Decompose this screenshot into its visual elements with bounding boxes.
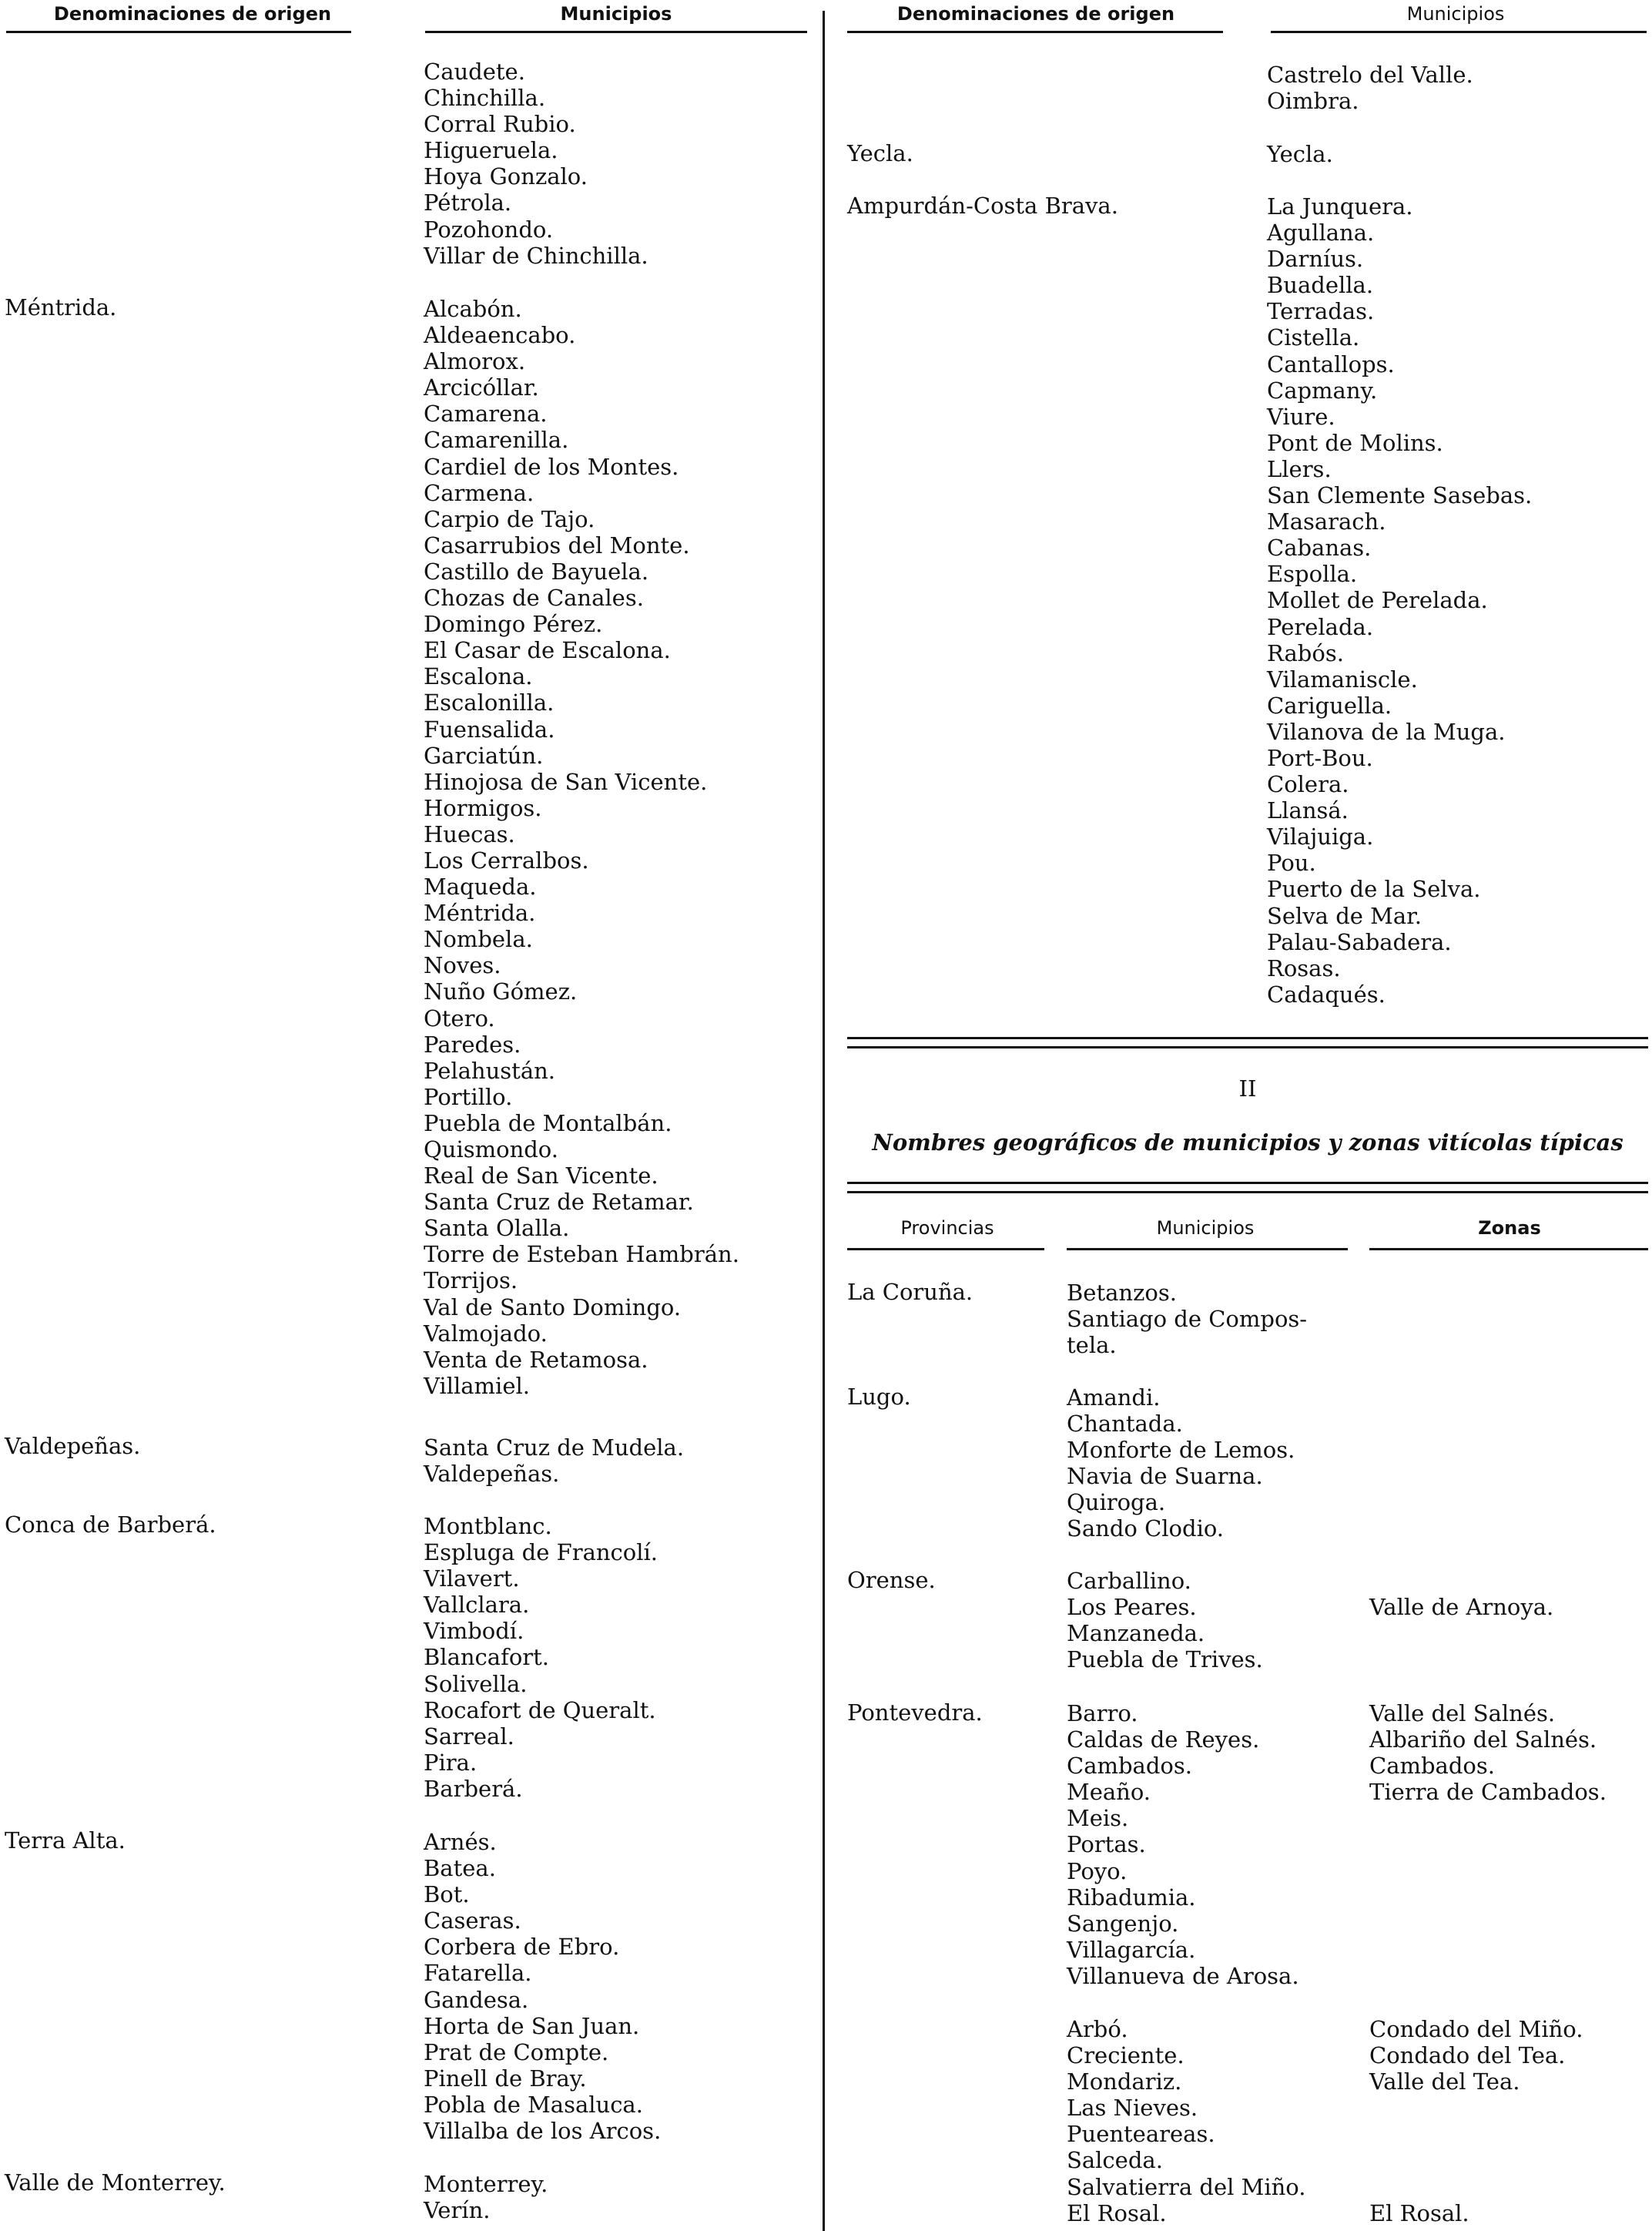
list-item: Selva de Mar. bbox=[1267, 902, 1422, 929]
list-item: Tierra de Cambados. bbox=[1369, 1779, 1607, 1806]
list-item: Vilamaniscle. bbox=[1267, 666, 1418, 693]
list-item: Ribadumia. bbox=[1067, 1884, 1196, 1911]
list-item: Venta de Retamosa. bbox=[424, 1346, 648, 1373]
list-item: Torre de Esteban Hambrán. bbox=[424, 1241, 739, 1268]
list-item: Palau-Sabadera. bbox=[1267, 928, 1452, 955]
list-item: Santa Cruz de Retamar. bbox=[424, 1189, 694, 1216]
list-item: Sando Clodio. bbox=[1067, 1515, 1225, 1542]
list-item: Pont de Molins. bbox=[1267, 429, 1443, 456]
list-item: Batea. bbox=[424, 1855, 496, 1882]
list-item: Las Nieves. bbox=[1067, 2095, 1198, 2122]
right-denominacion-yecla: Yecla. bbox=[847, 140, 913, 166]
list-item: Cadaqués. bbox=[1267, 981, 1386, 1008]
list-item: Creciente. bbox=[1067, 2042, 1185, 2069]
list-item: Perelada. bbox=[1267, 613, 1374, 640]
list-item: Mondariz. bbox=[1067, 2068, 1182, 2095]
list-item: Puenteareas. bbox=[1067, 2121, 1215, 2148]
list-item: Arbó. bbox=[1067, 2016, 1128, 2042]
list-item: Cariguella. bbox=[1267, 692, 1392, 719]
list-item bbox=[1369, 2121, 1583, 2147]
left-denominacion-conca: Conca de Barberá. bbox=[5, 1511, 216, 1538]
s2-zonas-g2 bbox=[1369, 1568, 1553, 1620]
left-municipios-g0 bbox=[424, 59, 648, 269]
list-item: Barro. bbox=[1067, 1700, 1138, 1726]
left-municipios-g5 bbox=[424, 2171, 548, 2223]
list-item: Agullana. bbox=[1267, 220, 1375, 247]
list-item: Quiroga. bbox=[1067, 1489, 1166, 1516]
list-item: Méntrida. bbox=[424, 900, 536, 927]
s2-municipios-g0 bbox=[1067, 1280, 1307, 1358]
list-item: Colera. bbox=[1267, 771, 1349, 798]
list-item: Castrelo del Valle. bbox=[1267, 62, 1473, 88]
left-header-denominaciones: Denominaciones de origen bbox=[53, 3, 332, 25]
list-item: Monforte de Lemos. bbox=[1067, 1437, 1295, 1464]
list-item: Alcabón. bbox=[424, 296, 522, 322]
list-item: Carmena. bbox=[424, 479, 534, 506]
list-item: Salvatierra del Miño. bbox=[1067, 2173, 1306, 2200]
list-item: Santa Cruz de Mudela. bbox=[424, 1434, 685, 1461]
list-item: Quismondo. bbox=[424, 1136, 558, 1162]
list-item: Chantada. bbox=[1067, 1411, 1183, 1438]
list-item: Manzaneda. bbox=[1067, 1620, 1205, 1647]
column-divider bbox=[823, 11, 825, 2231]
list-item: Torrijos. bbox=[424, 1267, 518, 1294]
list-item: Blancafort. bbox=[424, 1644, 550, 1671]
list-item: Cantallops. bbox=[1267, 351, 1395, 377]
list-item: Real de San Vicente. bbox=[424, 1162, 658, 1189]
list-item: Carballino. bbox=[1067, 1568, 1191, 1594]
list-item: Betanzos. bbox=[1067, 1280, 1177, 1306]
list-item: Condado del Miño. bbox=[1369, 2016, 1583, 2042]
list-item: tela. bbox=[1067, 1332, 1117, 1359]
list-item: Valle del Salnés. bbox=[1369, 1700, 1556, 1726]
s2-zonas-g3 bbox=[1369, 1700, 1607, 1805]
list-item: Domingo Pérez. bbox=[424, 611, 603, 638]
list-item: Corbera de Ebro. bbox=[424, 1934, 620, 1961]
list-item: Masarach. bbox=[1267, 508, 1386, 535]
list-item: Casarrubios del Monte. bbox=[424, 532, 690, 559]
list-item: Higueruela. bbox=[424, 137, 558, 164]
list-item: Fuensalida. bbox=[424, 716, 555, 743]
list-item: Terradas. bbox=[1267, 298, 1375, 325]
list-item: Gandesa. bbox=[424, 1986, 529, 2013]
right-municipios-g1 bbox=[1267, 141, 1333, 167]
left-denominacion-terra-alta: Terra Alta. bbox=[5, 1827, 126, 1854]
list-item: La Junquera. bbox=[1267, 193, 1413, 220]
left-header-rule-1 bbox=[6, 31, 351, 33]
list-item: Escalonilla. bbox=[424, 689, 555, 716]
list-item: Viure. bbox=[1267, 403, 1335, 430]
list-item: Rabós. bbox=[1267, 639, 1344, 666]
list-item: Bot. bbox=[424, 1881, 470, 1908]
list-item: Navia de Suarna. bbox=[1067, 1463, 1263, 1490]
section2-header-zonas: Zonas bbox=[1478, 1217, 1541, 1239]
list-item: Nuño Gómez. bbox=[424, 978, 578, 1005]
list-item: Amandi. bbox=[1067, 1384, 1161, 1411]
list-item: Santiago de Compos- bbox=[1067, 1306, 1308, 1333]
list-item bbox=[1369, 2174, 1583, 2200]
s2-provincia-lugo: Lugo. bbox=[847, 1384, 911, 1410]
list-item: Portillo. bbox=[424, 1083, 513, 1110]
list-item: Buadella. bbox=[1267, 272, 1374, 299]
list-item: Nombela. bbox=[424, 926, 533, 953]
list-item: El Rosal. bbox=[1067, 2199, 1167, 2226]
list-item: Villar de Chinchilla. bbox=[424, 242, 648, 269]
list-item: Garciatún. bbox=[424, 742, 544, 769]
list-item: Valdepeñas. bbox=[424, 1461, 560, 1488]
section2-header-rule-1 bbox=[847, 1248, 1044, 1250]
list-item: Espluga de Francolí. bbox=[424, 1539, 658, 1566]
list-item: Puerto de la Selva. bbox=[1267, 876, 1481, 903]
list-item: Valmojado. bbox=[424, 1320, 548, 1347]
list-item: El Rosal. bbox=[1369, 2199, 1469, 2226]
list-item: Pozohondo. bbox=[424, 216, 554, 243]
list-item: Arnés. bbox=[424, 1829, 497, 1855]
s2-provincia-pontevedra: Pontevedra. bbox=[847, 1699, 983, 1726]
list-item: Valle del Tea. bbox=[1369, 2068, 1520, 2095]
list-item: Otero. bbox=[424, 1005, 495, 1032]
list-item: Camarena. bbox=[424, 401, 548, 428]
list-item: Pira. bbox=[424, 1749, 478, 1776]
list-item: Villamiel. bbox=[424, 1372, 530, 1399]
list-item bbox=[1369, 2147, 1583, 2173]
s2-provincia-coruna: La Coruña. bbox=[847, 1279, 973, 1305]
left-municipios-g3 bbox=[424, 1513, 658, 1802]
list-item: Valle de Arnoya. bbox=[1369, 1594, 1554, 1621]
left-municipios-g2 bbox=[424, 1434, 684, 1487]
list-item bbox=[1369, 1568, 1553, 1594]
right-header-denominaciones: Denominaciones de origen bbox=[896, 3, 1175, 25]
list-item: Yecla. bbox=[1267, 141, 1333, 167]
list-item: El Casar de Escalona. bbox=[424, 637, 671, 664]
left-denominacion-monterrey: Valle de Monterrey. bbox=[5, 2169, 226, 2196]
s2-zonas-g4 bbox=[1369, 2016, 1583, 2226]
list-item: Pétrola. bbox=[424, 190, 512, 216]
list-item: Poyo. bbox=[1067, 1857, 1128, 1884]
list-item: Vilanova de la Muga. bbox=[1267, 718, 1506, 745]
list-item: Portas. bbox=[1067, 1831, 1146, 1858]
list-item: Santa Olalla. bbox=[424, 1215, 570, 1242]
list-item: Port-Bou. bbox=[1267, 744, 1373, 771]
list-item: Solivella. bbox=[424, 1670, 528, 1697]
list-item: Puebla de Trives. bbox=[1067, 1646, 1263, 1673]
list-item: Camarenilla. bbox=[424, 427, 569, 454]
section2-header-provincias: Provincias bbox=[900, 1217, 994, 1239]
list-item: Darníus. bbox=[1267, 246, 1364, 273]
list-item: Maqueda. bbox=[424, 874, 537, 901]
left-municipios-g4 bbox=[424, 1829, 661, 2144]
section2-header-rule-3 bbox=[1369, 1248, 1648, 1250]
list-item: Pou. bbox=[1267, 850, 1316, 877]
list-item: Montblanc. bbox=[424, 1513, 552, 1539]
list-item: Capmany. bbox=[1267, 377, 1378, 404]
list-item: Caseras. bbox=[424, 1907, 521, 1934]
list-item: Oimbra. bbox=[1267, 88, 1359, 115]
right-header-rule-1 bbox=[847, 31, 1223, 33]
s2-municipios-g2 bbox=[1067, 1568, 1263, 1672]
section2-mid-rule-2 bbox=[847, 1191, 1648, 1193]
list-item: Hinojosa de San Vicente. bbox=[424, 768, 708, 795]
list-item: Aldeaencabo. bbox=[424, 322, 576, 349]
list-item: Monterrey. bbox=[424, 2171, 548, 2197]
left-denominacion-mentrida: Méntrida. bbox=[5, 294, 117, 320]
list-item: Corral Rubio. bbox=[424, 111, 576, 138]
s2-provincia-orense: Orense. bbox=[847, 1567, 936, 1593]
list-item: Val de Santo Domingo. bbox=[424, 1293, 682, 1320]
section2-number: II bbox=[1238, 1075, 1257, 1102]
section2-title: Nombres geográficos de municipios y zonas vitícolas típicas bbox=[872, 1129, 1624, 1156]
list-item: Llansá. bbox=[1267, 797, 1349, 824]
list-item: Cabanas. bbox=[1267, 535, 1372, 562]
list-item: Horta de San Juan. bbox=[424, 2012, 640, 2039]
list-item: Meaño. bbox=[1067, 1779, 1151, 1806]
list-item: Noves. bbox=[424, 952, 501, 979]
list-item: Paredes. bbox=[424, 1031, 521, 1058]
list-item: Mollet de Perelada. bbox=[1267, 587, 1488, 614]
list-item: Vilajuiga. bbox=[1267, 824, 1374, 850]
s2-municipios-g4 bbox=[1067, 2016, 1305, 2226]
list-item: Cardiel de los Montes. bbox=[424, 453, 679, 480]
list-item: Huecas. bbox=[424, 820, 515, 847]
list-item: Villanueva de Arosa. bbox=[1067, 1962, 1299, 1989]
left-header-rule-2 bbox=[425, 31, 807, 33]
list-item: Pobla de Masaluca. bbox=[424, 2091, 643, 2118]
right-denominacion-ampurdan: Ampurdán-Costa Brava. bbox=[847, 193, 1118, 219]
list-item: Llers. bbox=[1267, 455, 1332, 482]
list-item: Hormigos. bbox=[424, 794, 542, 821]
right-municipios-g0 bbox=[1267, 62, 1473, 114]
list-item: Caudete. bbox=[424, 59, 525, 85]
left-municipios-g1 bbox=[424, 296, 739, 1399]
list-item: Rocafort de Queralt. bbox=[424, 1696, 656, 1723]
list-item: Pelahustán. bbox=[424, 1057, 556, 1084]
list-item: Sarreal. bbox=[424, 1723, 514, 1750]
list-item: Caldas de Reyes. bbox=[1067, 1726, 1260, 1753]
list-item: Chinchilla. bbox=[424, 85, 546, 112]
list-item: Puebla de Montalbán. bbox=[424, 1109, 672, 1136]
list-item: Almorox. bbox=[424, 348, 526, 375]
section2-mid-rule-1 bbox=[847, 1182, 1648, 1184]
list-item: Chozas de Canales. bbox=[424, 585, 644, 612]
list-item: Pinell de Bray. bbox=[424, 2065, 587, 2092]
list-item: Cistella. bbox=[1267, 324, 1360, 351]
list-item: Verín. bbox=[424, 2197, 491, 2224]
list-item: Carpio de Tajo. bbox=[424, 505, 595, 532]
list-item: Los Peares. bbox=[1067, 1594, 1197, 1621]
left-header-municipios: Municipios bbox=[560, 3, 672, 25]
list-item: Salceda. bbox=[1067, 2147, 1163, 2174]
list-item: Vimbodí. bbox=[424, 1618, 524, 1645]
s2-municipios-g1 bbox=[1067, 1384, 1295, 1542]
section2-top-rule-1 bbox=[847, 1037, 1648, 1039]
list-item: Prat de Compte. bbox=[424, 2038, 609, 2065]
right-municipios-g2 bbox=[1267, 193, 1532, 1008]
list-item: Arcicóllar. bbox=[424, 374, 539, 401]
list-item: Sangenjo. bbox=[1067, 1910, 1179, 1937]
section2-top-rule-2 bbox=[847, 1046, 1648, 1048]
list-item: Cambados. bbox=[1369, 1753, 1495, 1780]
list-item: Vallclara. bbox=[424, 1592, 530, 1619]
list-item: Escalona. bbox=[424, 663, 533, 690]
list-item: Espolla. bbox=[1267, 561, 1358, 588]
list-item: Villalba de los Arcos. bbox=[424, 2118, 662, 2145]
list-item: Albariño del Salnés. bbox=[1369, 1726, 1597, 1753]
list-item: Los Cerralbos. bbox=[424, 847, 589, 874]
list-item: Barberá. bbox=[424, 1775, 523, 1802]
list-item: Rosas. bbox=[1267, 954, 1341, 981]
section2-header-municipios: Municipios bbox=[1156, 1217, 1255, 1239]
right-header-municipios: Municipios bbox=[1406, 3, 1505, 25]
list-item: Meis. bbox=[1067, 1805, 1129, 1832]
list-item: Fatarella. bbox=[424, 1960, 532, 1987]
list-item: Condado del Tea. bbox=[1369, 2042, 1566, 2069]
list-item: San Clemente Sasebas. bbox=[1267, 482, 1533, 509]
list-item: Villagarcía. bbox=[1067, 1936, 1196, 1963]
left-denominacion-valdepenas: Valdepeñas. bbox=[5, 1433, 141, 1459]
section2-header-rule-2 bbox=[1067, 1248, 1348, 1250]
list-item: Vilavert. bbox=[424, 1565, 520, 1592]
list-item bbox=[1369, 2095, 1583, 2121]
s2-municipios-g3 bbox=[1067, 1700, 1299, 1989]
list-item: Hoya Gonzalo. bbox=[424, 163, 588, 190]
right-header-rule-2 bbox=[1271, 31, 1647, 33]
list-item: Cambados. bbox=[1067, 1753, 1192, 1780]
list-item: Castillo de Bayuela. bbox=[424, 558, 649, 585]
